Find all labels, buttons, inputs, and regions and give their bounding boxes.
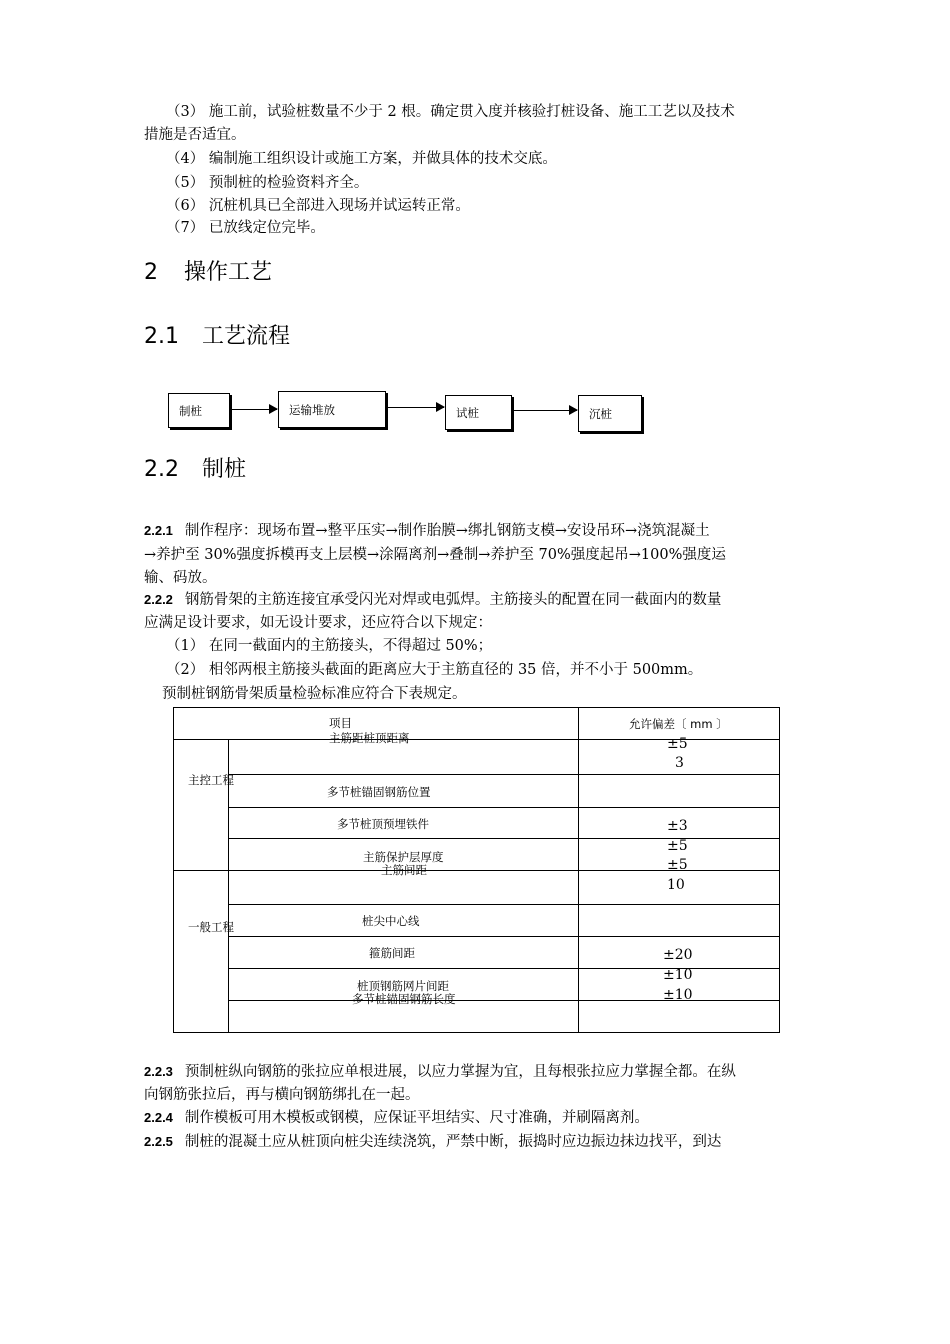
table-row-divider	[228, 774, 780, 775]
table-item: 多节桩锚固钢筋位置	[327, 785, 431, 799]
table-row-divider	[228, 1000, 780, 1001]
intro-item-7: （7） 已放线定位完毕。	[166, 220, 325, 236]
section-heading-2-2	[144, 456, 246, 484]
intro-item-5: （5） 预制桩的检验资料齐全。	[166, 175, 369, 191]
table-item: 多节桩顶预埋铁件	[337, 817, 429, 831]
table-row-divider	[228, 838, 780, 839]
intro-item-3-cont: 措施是否适宜。	[144, 127, 246, 143]
para-2-2-2-rule1: （1） 在同一截面内的主筋接头，不得超过 50%；	[166, 638, 493, 654]
table-intro: 预制桩钢筋骨架质量检验标准应符合下表规定。	[162, 686, 467, 702]
table-item: 桩尖中心线	[362, 914, 420, 928]
para-text: 制桩的混凝土应从桩顶向桩尖连续浇筑，严禁中断，振捣时应边振边抹边找平，到达	[184, 1134, 722, 1150]
table-tol: ±10	[663, 967, 693, 983]
para-2-2-2-line2: 应满足设计要求，如无设计要求，还应符合以下规定：	[144, 615, 492, 631]
flow-arrow	[513, 410, 577, 411]
table-item: 箍筋间距	[369, 946, 415, 960]
para-2-2-3-line1	[144, 1062, 736, 1082]
para-number: 2.2.3	[144, 1064, 173, 1079]
table-row-divider	[228, 968, 780, 969]
flow-arrow	[387, 407, 444, 408]
table-tol: ±3	[667, 818, 688, 834]
table-tol: ±5	[667, 838, 688, 854]
section-heading-2-1	[144, 323, 290, 351]
para-2-2-5	[144, 1132, 721, 1152]
para-2-2-4	[144, 1108, 649, 1128]
para-text: 钢筋骨架的主筋连接宜承受闪光对焊或电弧焊。主筋接头的配置在同一截面内的数量	[184, 592, 722, 608]
section-title: 操作工艺	[184, 260, 273, 285]
para-2-2-1-line1	[144, 521, 710, 541]
table-tol: ±5	[667, 857, 688, 873]
para-number: 2.2.1	[144, 523, 173, 538]
section-heading-2	[144, 259, 272, 287]
table-header-tolerance: 允许偏差〔 mm 〕	[629, 717, 728, 731]
table-row-divider	[228, 904, 780, 905]
para-text: 制作模板可用木模板或钢模，应保证平坦结实、尺寸准确，并刷隔离剂。	[184, 1110, 649, 1126]
flow-step-make-pile: 制桩	[168, 393, 230, 428]
table-row-divider	[173, 739, 780, 740]
para-2-2-1-line2: →养护至 30%强度拆模再支上层模→涂隔离剂→叠制→养护至 70%强度起吊→100%强度运	[144, 547, 726, 563]
table-item: 主筋保护层厚度	[363, 850, 444, 864]
section-number: 2	[144, 260, 158, 285]
intro-item-6: （6） 沉桩机具已全部进入现场并试运转正常。	[166, 198, 470, 214]
flow-step-transport: 运输堆放	[278, 391, 386, 428]
table-row-divider	[228, 807, 780, 808]
table-item: 多节桩锚固钢筋长度	[352, 992, 456, 1006]
table-item: 桩顶钢筋网片间距	[357, 979, 449, 993]
para-number: 2.2.4	[144, 1110, 173, 1125]
section-title: 工艺流程	[202, 324, 291, 349]
para-text: 制作程序：现场布置→整平压实→制作胎膜→绑扎钢筋支模→安设吊环→浇筑混凝土	[184, 523, 710, 539]
table-header-item: 项目	[329, 716, 352, 730]
para-number: 2.2.5	[144, 1134, 173, 1149]
table-item: 主筋间距	[381, 863, 427, 877]
table-item: 主筋距桩顶距离	[329, 731, 410, 745]
section-number: 2.1	[144, 324, 179, 349]
table-tol: ±10	[663, 987, 693, 1003]
section-title: 制桩	[202, 457, 247, 482]
flow-step-sink-pile: 沉桩	[578, 395, 642, 432]
section-number: 2.2	[144, 457, 179, 482]
para-2-2-3-line2: 向钢筋张拉后，再与横向钢筋绑扎在一起。	[144, 1087, 420, 1103]
flow-arrow	[231, 409, 277, 410]
para-2-2-2-line1	[144, 590, 721, 610]
table-tol: 3	[675, 755, 684, 771]
para-text: 预制桩纵向钢筋的张拉应单根进展，以应力掌握为宜，且每根张拉应力掌握全都。在纵	[184, 1064, 736, 1080]
flow-step-test-pile: 试桩	[445, 395, 512, 430]
para-2-2-2-rule2: （2） 相邻两根主筋接头截面的距离应大于主筋直径的 35 倍，并不小于 500mm。	[166, 662, 703, 678]
table-row-divider	[173, 870, 780, 871]
table-row-divider	[228, 936, 780, 937]
intro-item-4: （4） 编制施工组织设计或施工方案，并做具体的技术交底。	[166, 151, 557, 167]
intro-item-3: （3） 施工前，试验桩数量不少于 2 根。确定贯入度并核验打桩设备、施工工艺以及技术	[166, 104, 735, 120]
para-2-2-1-line3: 输、码放。	[144, 570, 217, 586]
table-tol: ±20	[663, 947, 693, 963]
table-group-general: 一般工程	[188, 920, 234, 934]
table-group-main: 主控工程	[188, 773, 234, 787]
table-tol: ±5	[667, 736, 688, 752]
table-tol: 10	[667, 877, 685, 893]
para-number: 2.2.2	[144, 592, 173, 607]
